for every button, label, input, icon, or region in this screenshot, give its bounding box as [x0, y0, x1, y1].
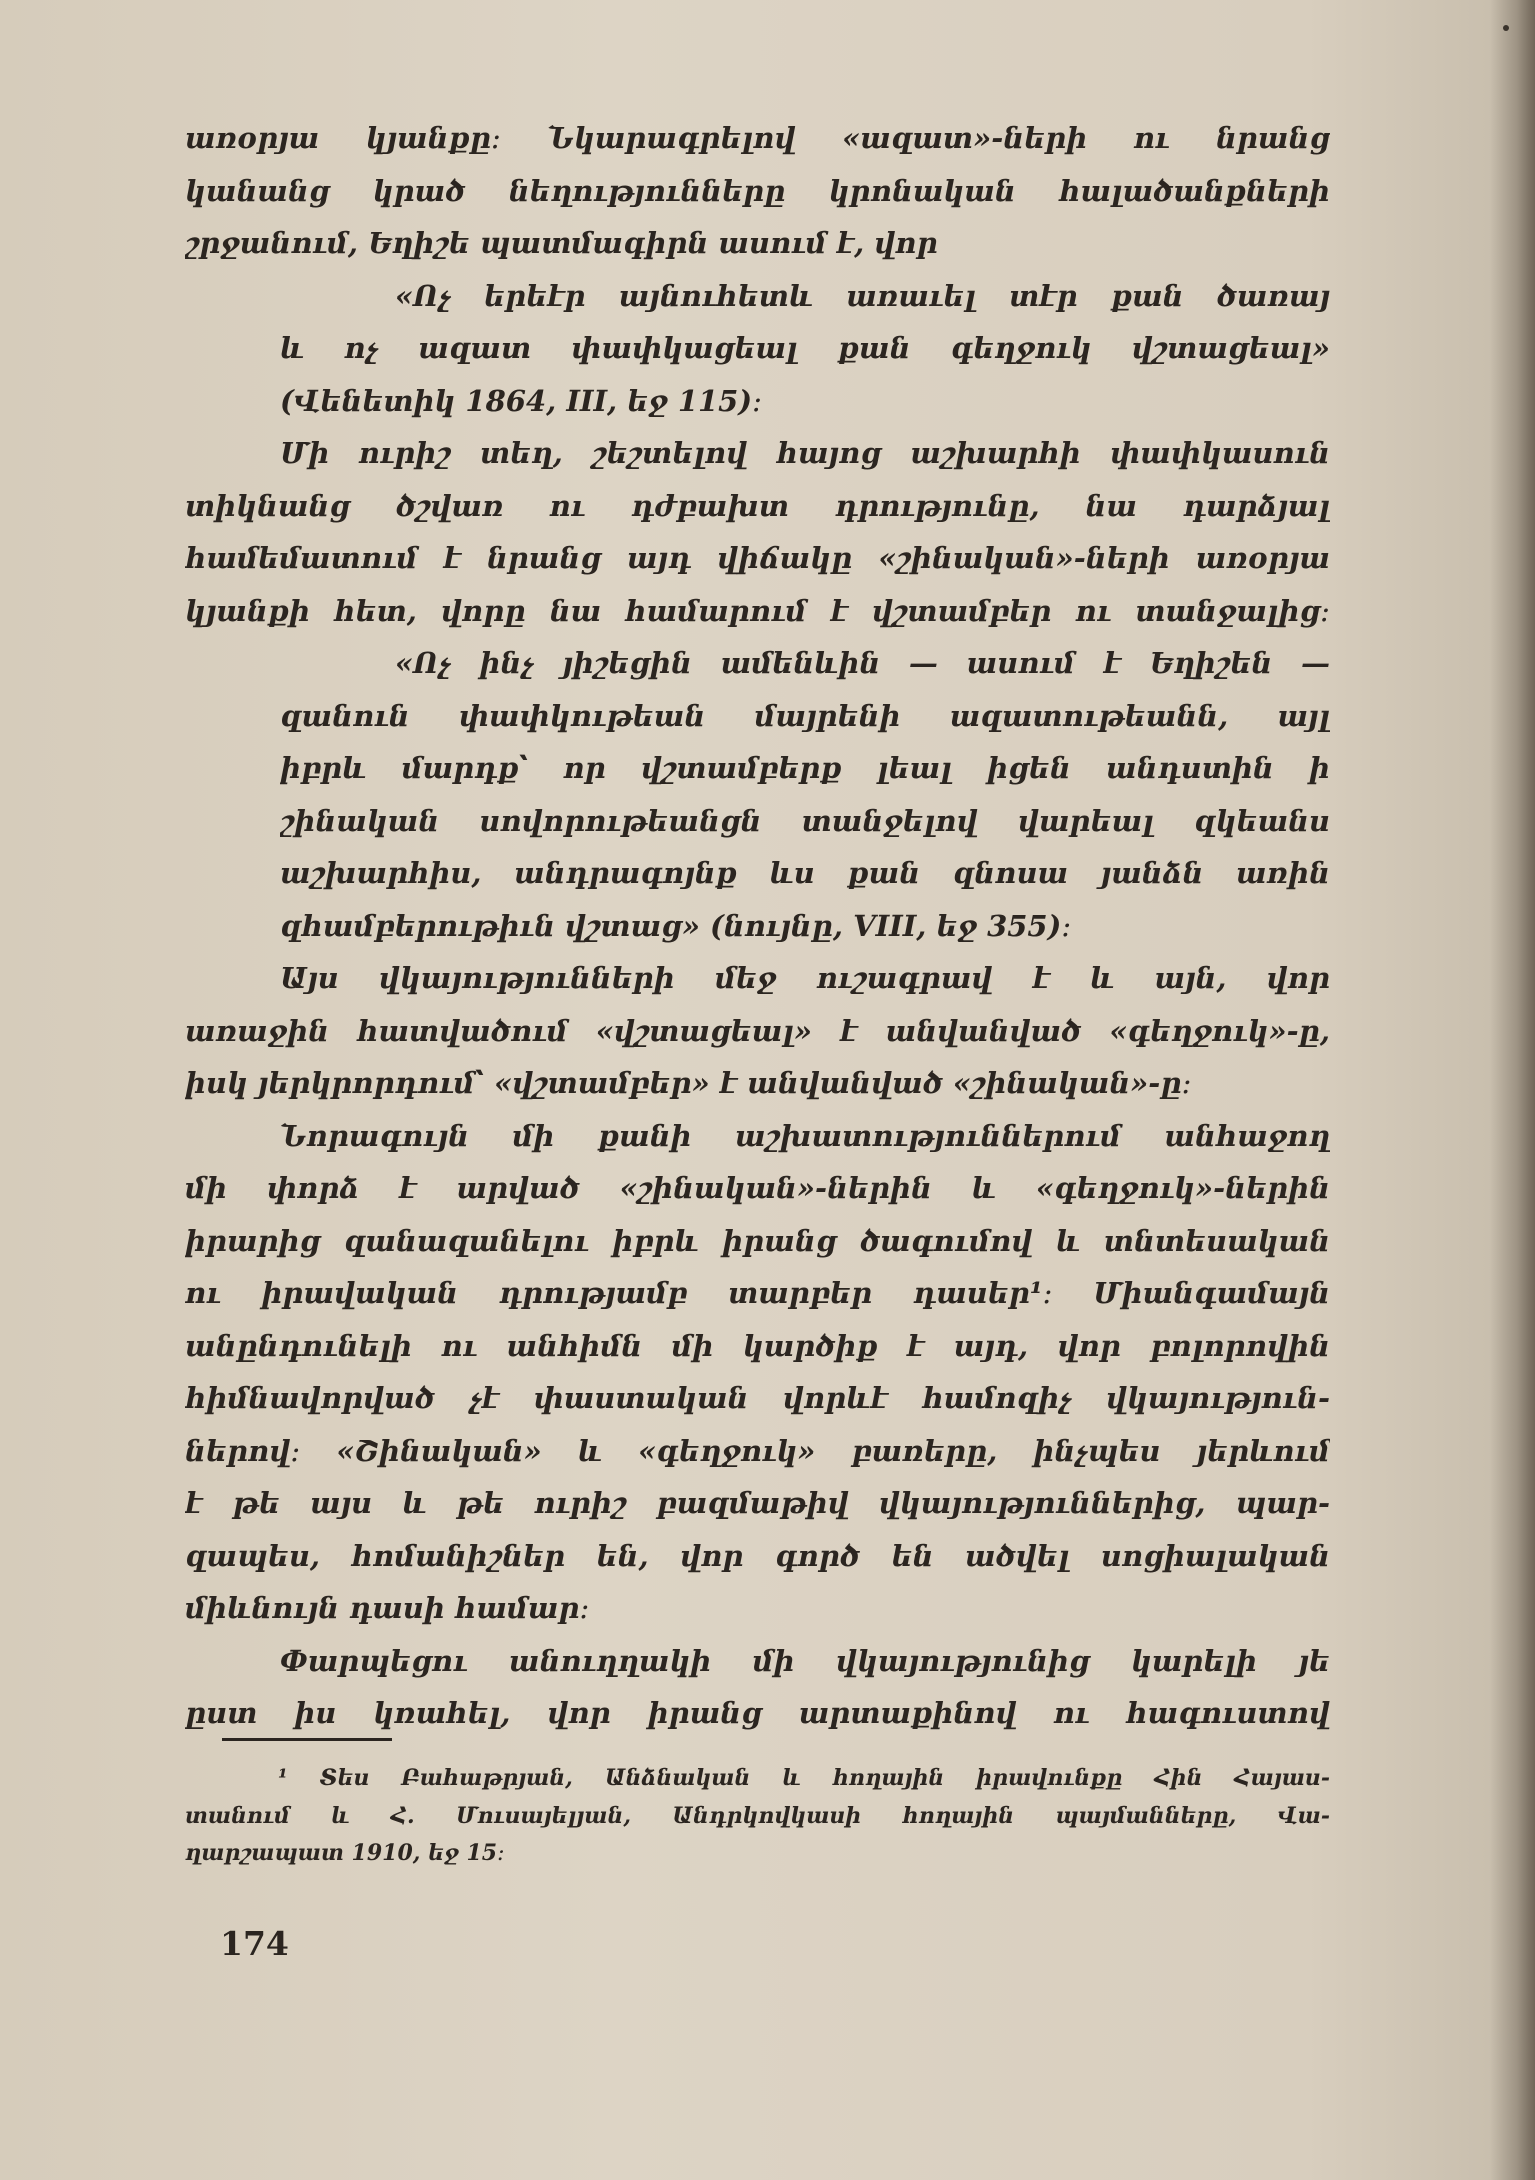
text-line: հիմնավորված չէ փաստական վորևէ համոզիչ վկայություն- — [185, 1381, 1330, 1415]
text-line: իսկ յերկրորդում՝ «վշտամբեր» է անվանված «շինական»-ը։ — [185, 1066, 1192, 1100]
quote-line: «Ոչ ինչ յիշեցին ամենևին — ասում է Եղիշեն — — [395, 646, 1330, 680]
text-line: կանանց կրած նեղությունները կրոնական հալածանքների — [185, 174, 1330, 208]
text-line: տիկնանց ծշվառ ու դժբախտ դրությունը, նա դարձյալ — [185, 489, 1330, 523]
text-line: առօրյա կյանքը։ Նկարագրելով «ազատ»-ների ու նրանց — [185, 121, 1330, 155]
quote-line: զանուն փափկութեան մայրենի ազատութեանն, այլ — [280, 699, 1330, 733]
text-line: կյանքի հետ, վորը նա համարում է վշտամբեր ու տանջալից։ — [185, 594, 1330, 628]
text-line: ու իրավական դրությամբ տարբեր դասեր¹։ Միանգամայն — [185, 1276, 1330, 1310]
text-line: միևնույն դասի համար։ — [185, 1591, 590, 1625]
text-line: զապես, հոմանիշներ են, վոր գործ են ածվել սոցիալական — [185, 1539, 1330, 1573]
text-line: ըստ իս կռահել, վոր իրանց արտաքինով ու հագուստով — [185, 1696, 1330, 1730]
quote-line: իբրև մարդք՝ որ վշտամբերք լեալ իցեն անդստին ի — [280, 751, 1330, 785]
text-line: շրջանում, Եղիշե պատմագիրն ասում է, վոր — [185, 226, 938, 260]
text-line: իրարից զանազանելու իբրև իրանց ծագումով և տնտեսական — [185, 1224, 1330, 1258]
quote-line: և ոչ ազատ փափկացեալ քան գեղջուկ վշտացեալ» — [280, 331, 1330, 365]
text-line: Մի ուրիշ տեղ, շեշտելով հայոց աշխարհի փափկասուն — [280, 436, 1330, 470]
text-line: առաջին հատվածում «վշտացեալ» է անվանված «գեղջուկ»-ը, — [185, 1014, 1330, 1048]
text-line: Փարպեցու անուղղակի մի վկայությունից կարելի յե — [280, 1644, 1330, 1678]
text-line: համեմատում է նրանց այդ վիճակը «շինական»-ների առօրյա — [185, 541, 1330, 575]
quote-citation: զհամբերութիւն վշտաց» (նույնը, VIII, եջ 355)։ — [280, 909, 1072, 943]
text-line: մի փորձ է արված «շինական»-ներին և «գեղջուկ»-ներին — [185, 1171, 1330, 1205]
footnote-line: ղարշապատ 1910, եջ 15։ — [185, 1840, 505, 1866]
quote-line: շինական սովորութեանցն տանջելով վարեալ զկեանս — [280, 804, 1330, 838]
quote-citation: (Վենետիկ 1864, III, եջ 115)։ — [280, 384, 762, 418]
text-line: Այս վկայությունների մեջ ուշագրավ է և այն, վոր — [280, 961, 1330, 995]
text-line: Նորագույն մի քանի աշխատություններում անհաջող — [280, 1119, 1330, 1153]
page-number: 174 — [220, 1924, 289, 1963]
quote-line: «Ոչ երեէր այնուհետև առաւել տէր քան ծառայ — [395, 279, 1330, 313]
footnote-line: ¹ Տես Բահաթրյան, Անձնական և հողային իրավունքը Հին Հայաս- — [278, 1765, 1330, 1791]
quote-line: աշխարհիս, անդրագոյնք ևս քան զնոսա յանձն առին — [280, 856, 1330, 890]
text-line: է թե այս և թե ուրիշ բազմաթիվ վկայություններից, պար- — [185, 1486, 1330, 1520]
text-line: անընդունելի ու անհիմն մի կարծիք է այդ, վոր բոլորովին — [185, 1329, 1330, 1363]
footnote-line: տանում և Հ. Մուսայելյան, Անդրկովկասի հողային պայմանները, Վա- — [185, 1803, 1330, 1829]
text-line: ներով։ «Շինական» և «գեղջուկ» բառերը, ինչպես յերևում — [185, 1434, 1330, 1468]
